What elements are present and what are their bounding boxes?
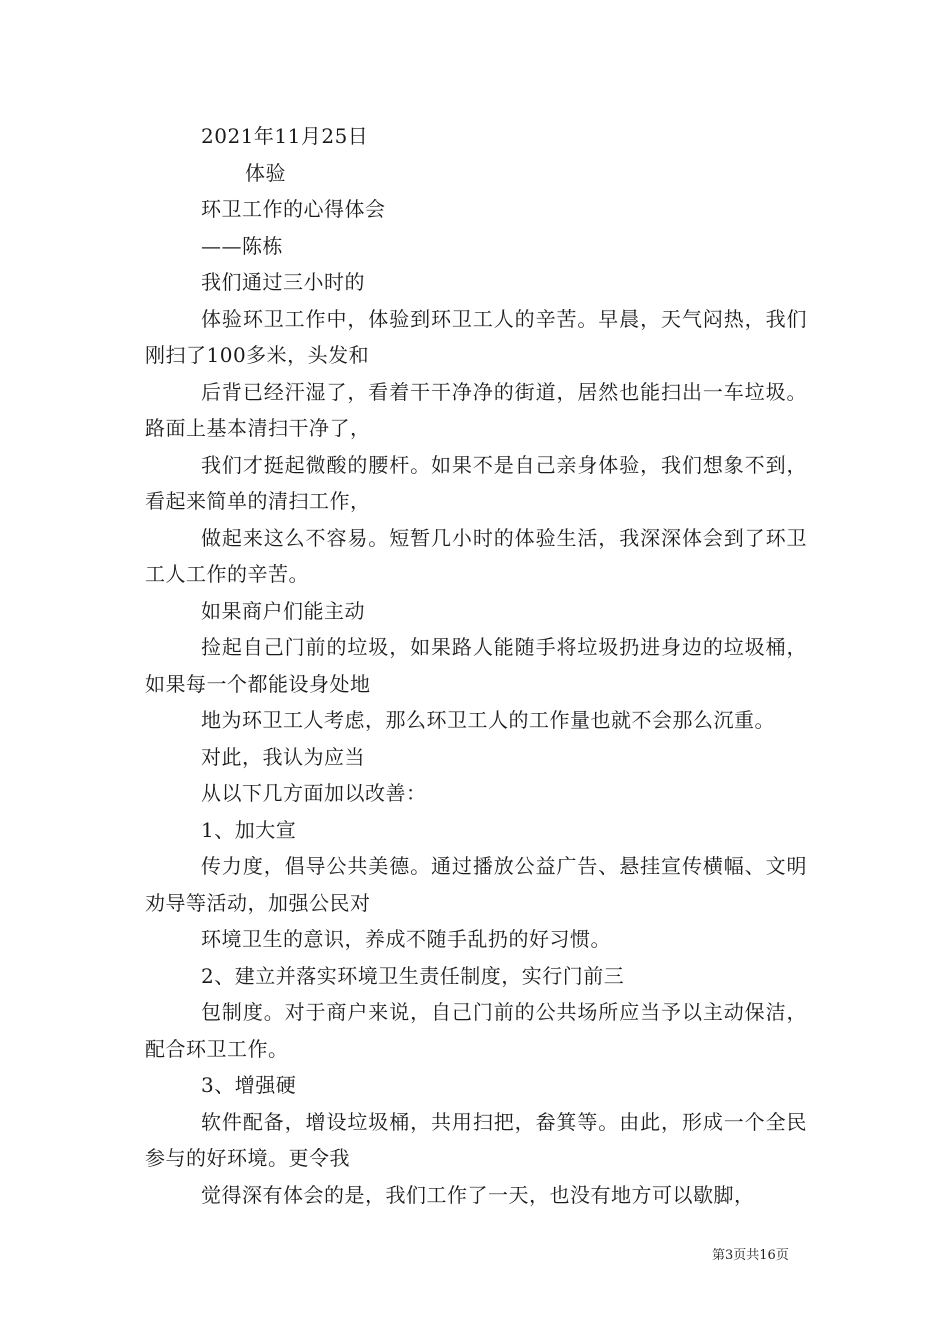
paragraph: 包制度。对于商户来说，自己门前的公共场所应当予以主动保洁，配合环卫工作。: [145, 1000, 807, 1061]
paragraph: 我们通过三小时的: [201, 270, 365, 294]
document-body: [145, 118, 807, 1213]
paragraph: 地为环卫工人考虑，那么环卫工人的工作量也就不会那么沉重。: [201, 708, 775, 732]
paragraph: 做起来这么不容易。短暂几小时的体验生活，我深深体会到了环卫工人工作的辛苦。: [145, 525, 807, 586]
paragraph: 如果商户们能主动: [201, 598, 365, 623]
paragraph: 我们才挺起微酸的腰杆。如果不是自己亲身体验，我们想象不到，看起来简单的清扫工作，: [145, 452, 807, 513]
date-line: 2021年11月25日: [201, 124, 369, 148]
title-prefix: 体验: [245, 160, 286, 185]
paragraph: 捡起自己门前的垃圾，如果路人能随手将垃圾扔进身边的垃圾桶，如果每一个都能设身处地: [145, 635, 807, 696]
list-item-heading: 1、加大宣: [201, 817, 297, 842]
paragraph: 传力度，倡导公共美德。通过播放公益广告、悬挂宣传横幅、文明劝导等活动，加强公民对: [145, 854, 807, 915]
paragraph: 软件配备，增设垃圾桶，共用扫把，畚箕等。由此，形成一个全民参与的好环境。更令我: [145, 1109, 807, 1170]
paragraph: 对此，我认为应当: [201, 744, 365, 769]
list-item-heading: 3、增强硬: [201, 1073, 297, 1097]
page-number: 第3页共16页: [712, 1248, 789, 1263]
author-line: ——陈栋: [201, 233, 283, 258]
paragraph: 从以下几方面加以改善：: [201, 781, 427, 805]
paragraph: 环境卫生的意识，养成不随手乱扔的好习惯。: [201, 927, 611, 951]
paragraph: 觉得深有体会的是，我们工作了一天，也没有地方可以歇脚，: [201, 1182, 755, 1207]
paragraph: 后背已经汗湿了，看着干干净净的街道，居然也能扫出一车垃圾。路面上基本清扫干净了，: [145, 379, 807, 440]
paragraph: 体验环卫工作中，体验到环卫工人的辛苦。早晨，天气闷热，我们刚扫了100多米，头发和: [145, 306, 807, 367]
list-item-heading: 2、建立并落实环境卫生责任制度，实行门前三: [201, 963, 625, 988]
document-title: 环卫工作的心得体会: [201, 197, 386, 221]
